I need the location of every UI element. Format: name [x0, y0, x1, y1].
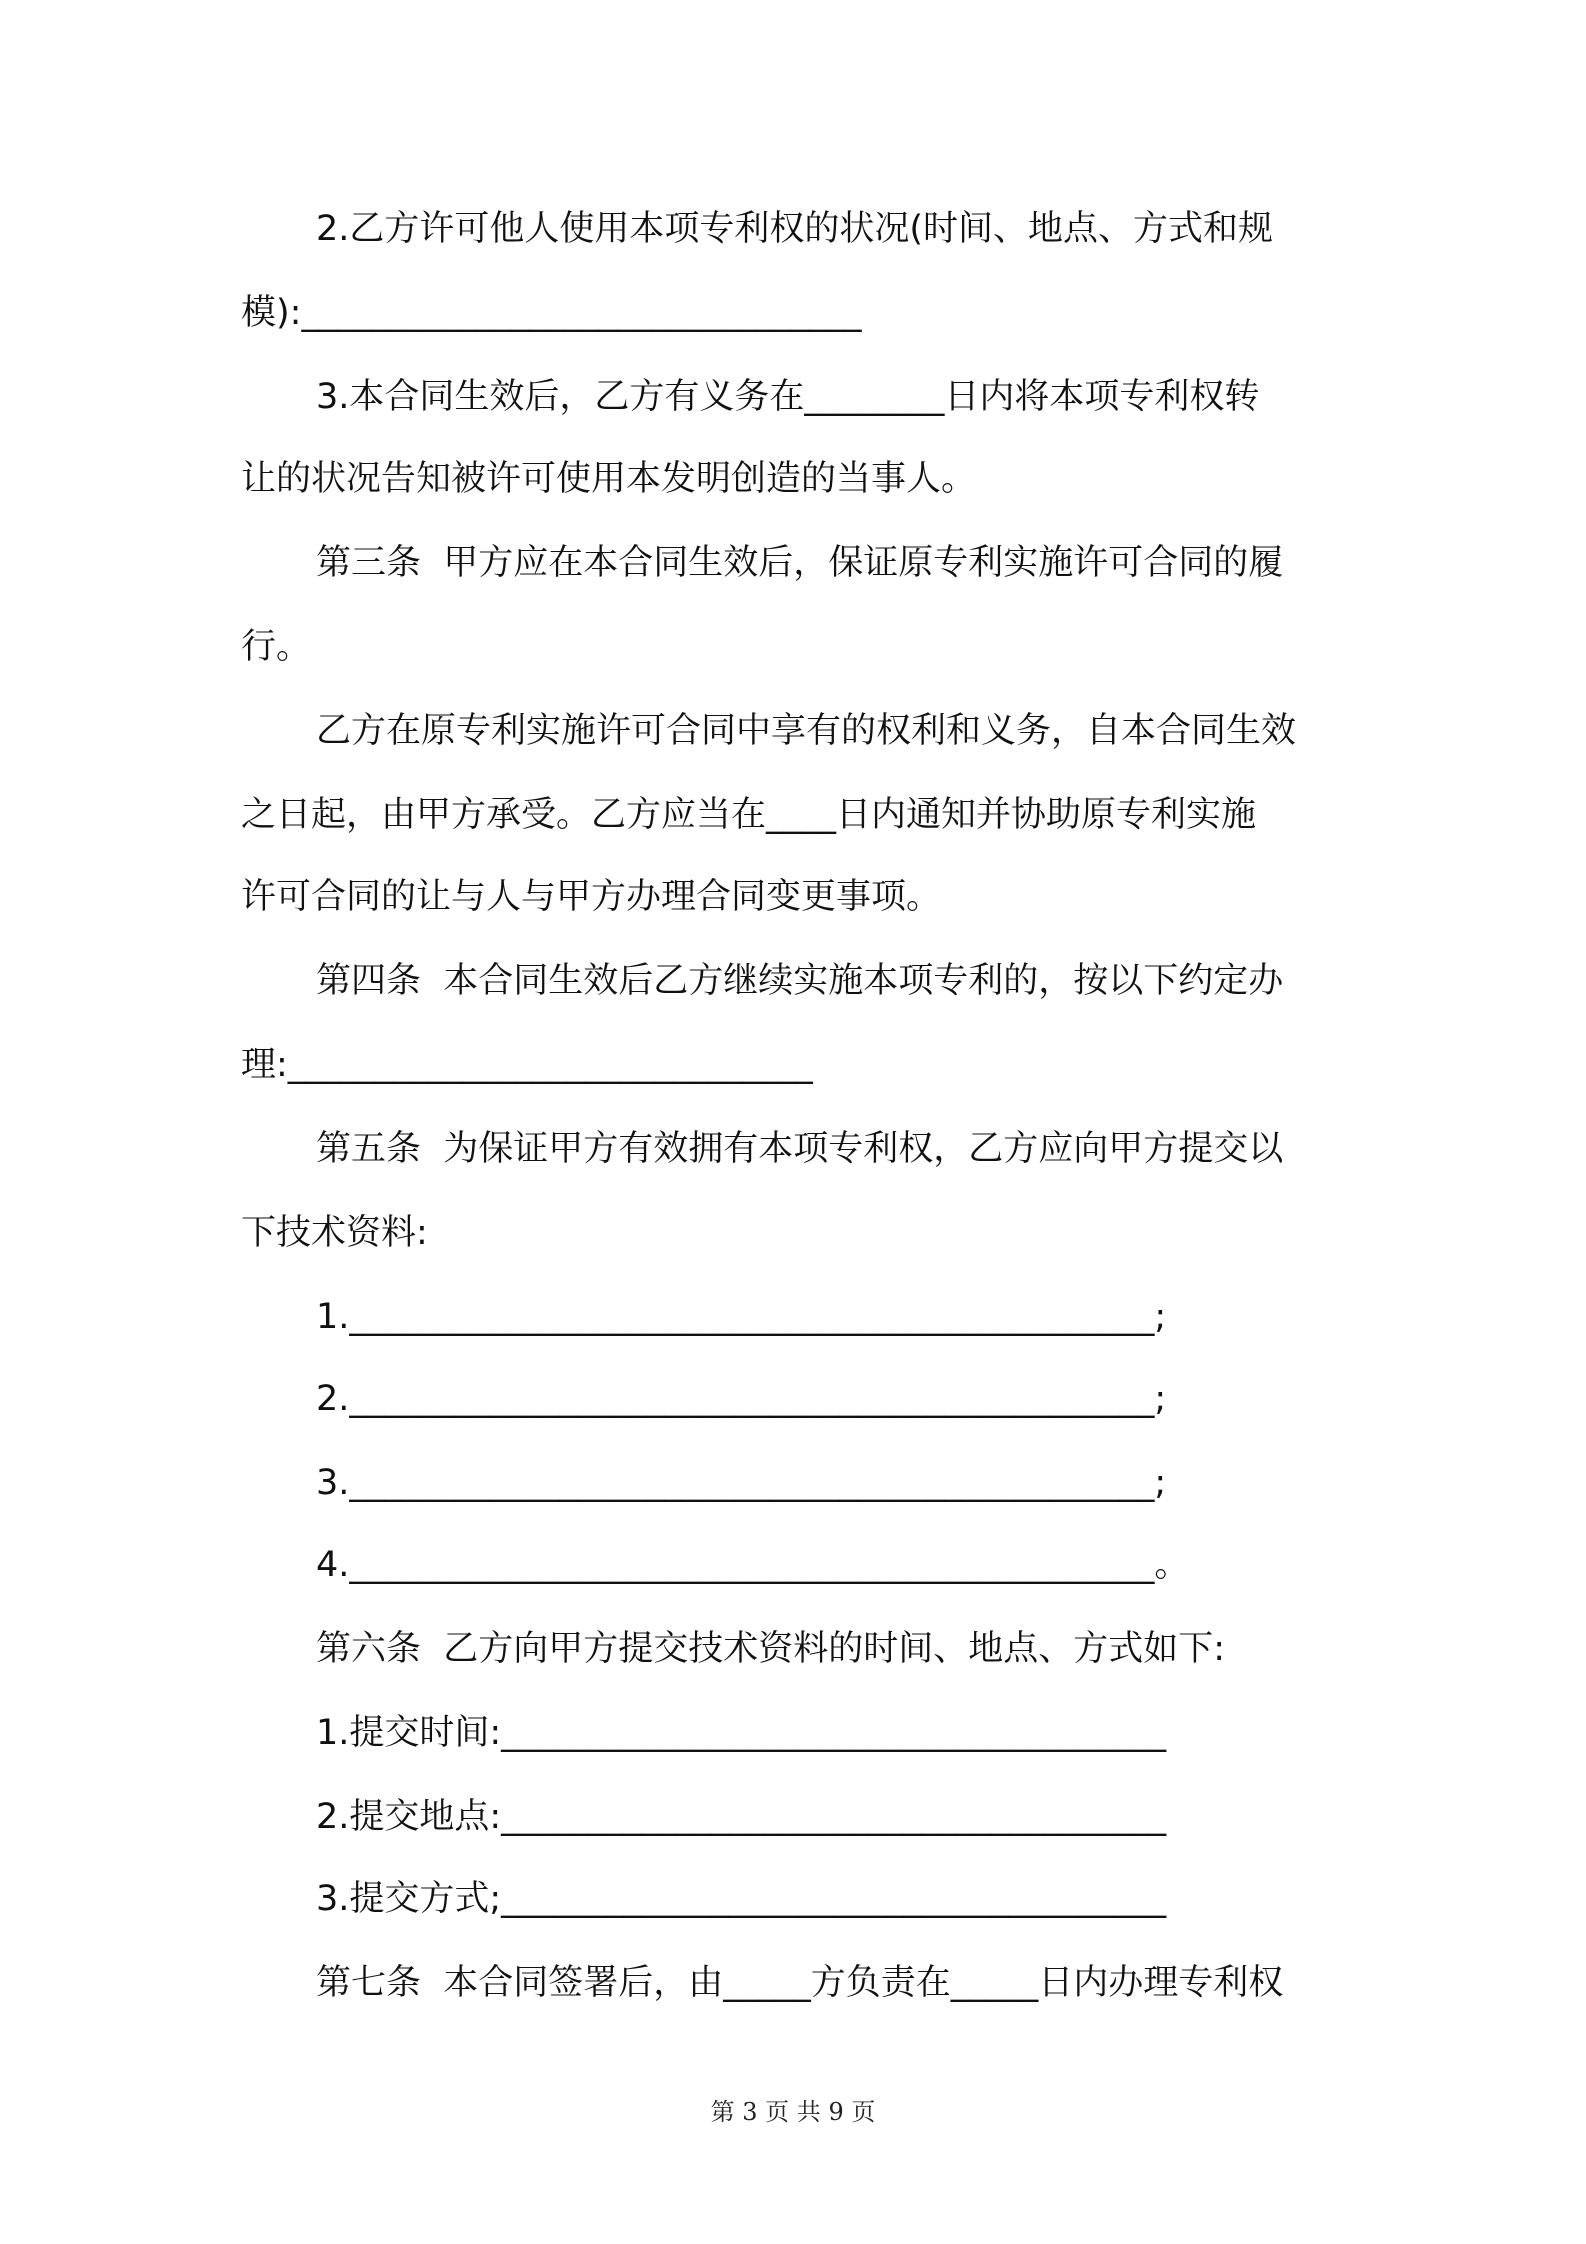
para-item2-line1: 2.乙方许可他人使用本项专利权的状况(时间、地点、方式和规 [316, 209, 1274, 249]
article-7-line1: 第七条 本合同签署后，由_____方负责在_____日内办理专利权 [316, 1963, 1284, 2003]
para-obligations-line2: 之日起，由甲方承受。乙方应当在____日内通知并协助原专利实施 [241, 795, 1257, 835]
article-5-line1: 第五条 为保证甲方有效拥有本项专利权，乙方应向甲方提交以 [316, 1129, 1284, 1169]
para-item3-line1: 3.本合同生效后，乙方有义务在________日内将本项专利权转 [316, 377, 1260, 417]
article-5-line2: 下技术资料: [241, 1213, 428, 1253]
article-4-line2: 理:______________________________ [241, 1045, 813, 1085]
tech-material-item-4: 4.______________________________________________。 [316, 1545, 1190, 1585]
para-obligations-line1: 乙方在原专利实施许可合同中享有的权利和义务，自本合同生效 [316, 711, 1297, 751]
submission-method: 3.提交方式;______________________________________ [316, 1879, 1167, 1919]
para-obligations-line3: 许可合同的让与人与甲方办理合同变更事项。 [241, 877, 942, 917]
submission-time: 1.提交时间:______________________________________ [316, 1713, 1167, 1753]
tech-material-item-3: 3.______________________________________________; [316, 1463, 1167, 1503]
article-3-line2: 行。 [241, 627, 312, 667]
page-number: 第 3 页 共 9 页 [710, 2098, 876, 2126]
para-item3-line2: 让的状况告知被许可使用本发明创造的当事人。 [241, 459, 977, 499]
article-3-line1: 第三条 甲方应在本合同生效后，保证原专利实施许可合同的履 [316, 543, 1284, 583]
tech-material-item-1: 1.______________________________________________; [316, 1297, 1167, 1337]
article-4-line1: 第四条 本合同生效后乙方继续实施本项专利的，按以下约定办 [316, 961, 1284, 1001]
article-6-line1: 第六条 乙方向甲方提交技术资料的时间、地点、方式如下: [316, 1629, 1226, 1669]
tech-material-item-2: 2.______________________________________________; [316, 1379, 1167, 1419]
submission-place: 2.提交地点:______________________________________ [316, 1797, 1167, 1837]
para-item2-line2: 模):________________________________ [241, 293, 862, 333]
